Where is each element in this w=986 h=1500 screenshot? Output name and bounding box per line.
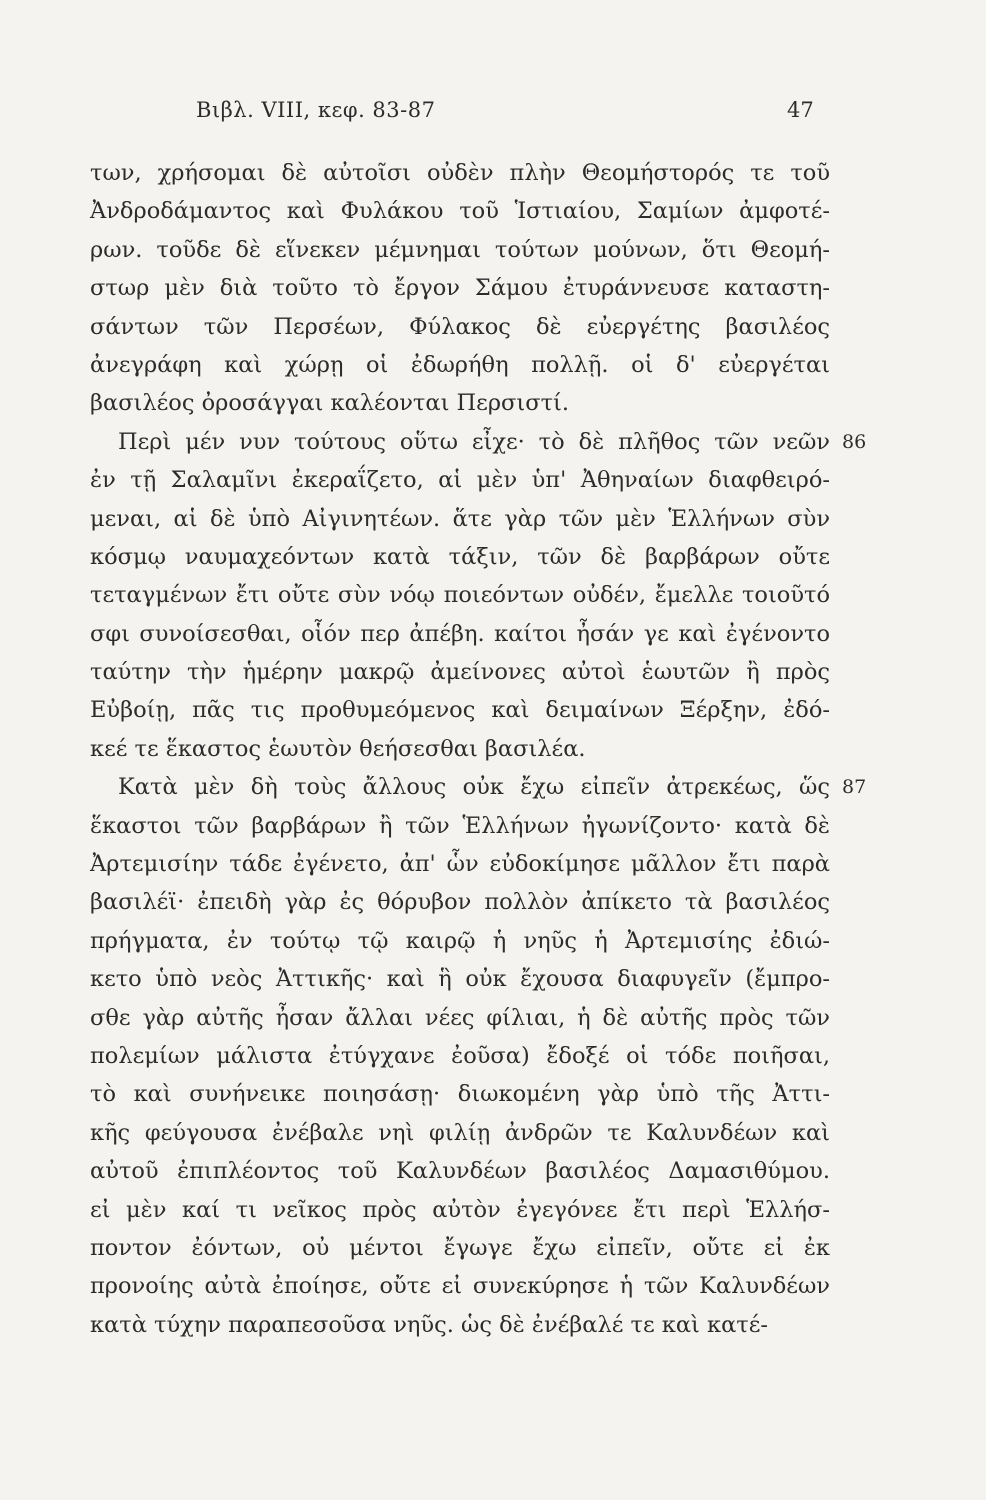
text-line	[90, 691, 830, 729]
text-line	[90, 807, 830, 845]
text-line	[90, 154, 830, 192]
text-line	[90, 1152, 830, 1190]
text-line-content: ἐν τῇ Σαλαμῖνι ἐκεραΐζετο, αἱ μὲν ὑπ' Ἀθηναίων διαφθειρό-	[90, 467, 830, 494]
text-line	[90, 231, 830, 269]
text-line-content: Εὐβοίῃ, πᾶς τις προθυμεόμενος καὶ δειμαίνων Ξέρξην, ἐδό-	[90, 697, 830, 724]
text-line	[90, 615, 830, 653]
text-line	[90, 960, 830, 998]
text-line-content: Ἀνδροδάμαντος καὶ Φυλάκου τοῦ Ἱστιαίου, Σαμίων ἀμφοτέ-	[90, 198, 830, 225]
text-line-content: ποντον ἐόντων, οὐ μέντοι ἔγωγε ἔχω εἰπεῖν, οὔτε εἰ ἐκ	[90, 1234, 830, 1261]
text-line	[90, 1075, 830, 1113]
text-line-content: τὸ καὶ συνήνεικε ποιησάσῃ· διωκομένη γὰρ ὑπὸ τῆς Ἀττι-	[90, 1081, 830, 1108]
text-line	[90, 346, 830, 384]
text-line	[90, 730, 830, 768]
text-line	[90, 192, 830, 230]
text-line-content: πολεμίων μάλιστα ἐτύγχανε ἐοῦσα) ἔδοξέ οἱ τόδε ποιῆσαι,	[90, 1042, 830, 1069]
text-line-content: κετο ὑπὸ νεὸς Ἀττικῆς· καὶ ἣ οὐκ ἔχουσα διαφυγεῖν (ἔμπρο-	[90, 966, 830, 993]
chapter-margin-number: 86	[842, 430, 867, 453]
text-line	[90, 1267, 830, 1305]
text-line	[90, 1229, 830, 1267]
text-line-content: ἕκαστοι τῶν βαρβάρων ἢ τῶν Ἑλλήνων ἠγωνίζοντο· κατὰ δὲ	[90, 812, 830, 839]
text-line	[90, 1114, 830, 1152]
text-line-content: μεναι, αἱ δὲ ὑπὸ Αἰγινητέων. ἅτε γὰρ τῶν μὲν Ἑλλήνων σὺν	[90, 505, 830, 532]
text-line-content: κεέ τε ἕκαστος ἑωυτὸν θεήσεσθαι βασιλέα.	[90, 735, 586, 762]
text-line	[90, 384, 830, 422]
text-line-content: Κατὰ μὲν δὴ τοὺς ἄλλους οὐκ ἔχω εἰπεῖν ἀτρεκέως, ὥς	[118, 774, 830, 801]
text-line	[90, 538, 830, 576]
text-line	[90, 576, 830, 614]
body-text	[90, 154, 867, 1344]
text-line	[90, 308, 830, 346]
text-line-content: σφι συνοίσεσθαι, οἷόν περ ἀπέβη. καίτοι ἦσάν γε καὶ ἐγένοντο	[90, 620, 830, 647]
text-line	[90, 999, 830, 1037]
text-line-content: ταύτην τὴν ἡμέρην μακρῷ ἀμείνονες αὐτοὶ ἑωυτῶν ἢ πρὸς	[90, 659, 830, 686]
text-line	[90, 500, 830, 538]
text-line	[90, 461, 830, 499]
text-line	[90, 768, 867, 806]
text-line-content: κῆς φεύγουσα ἐνέβαλε νηὶ φιλίῃ ἀνδρῶν τε Καλυνδέων καὶ	[90, 1119, 830, 1146]
text-line-content: ἀνεγράφη καὶ χώρῃ οἱ ἐδωρήθη πολλῇ. οἱ δ' εὐεργέται	[90, 351, 830, 378]
text-line-content: σάντων τῶν Περσέων, Φύλακος δὲ εὐεργέτης βασιλέος	[90, 313, 830, 340]
page-number: 47	[787, 98, 814, 122]
text-line-content: αὐτοῦ ἐπιπλέοντος τοῦ Καλυνδέων βασιλέος Δαμασιθύμου.	[90, 1158, 830, 1185]
text-line	[90, 269, 830, 307]
text-line	[90, 845, 830, 883]
text-line-content: πρήγματα, ἐν τούτῳ τῷ καιρῷ ἡ νηῦς ἡ Ἀρτεμισίης ἐδιώ-	[90, 927, 830, 954]
text-line	[90, 1191, 830, 1229]
text-line-content: κατὰ τύχην παραπεσοῦσα νηῦς. ὡς δὲ ἐνέβαλέ τε καὶ κατέ-	[90, 1311, 768, 1338]
text-line	[90, 653, 830, 691]
text-line-content: Ἀρτεμισίην τάδε ἐγένετο, ἀπ' ὧν εὐδοκίμησε μᾶλλον ἔτι παρὰ	[90, 851, 830, 878]
text-line	[90, 1037, 830, 1075]
text-line-content: των, χρήσομαι δὲ αὐτοῖσι οὐδὲν πλὴν Θεομήστορός τε τοῦ	[90, 160, 830, 186]
text-line-content: κόσμῳ ναυμαχεόντων κατὰ τάξιν, τῶν δὲ βαρβάρων οὔτε	[90, 543, 830, 570]
chapter-margin-number: 87	[842, 776, 867, 799]
text-line	[90, 883, 830, 921]
text-line-content: τεταγμένων ἔτι οὔτε σὺν νόῳ ποιεόντων οὐδέν, ἔμελλε τοιοῦτό	[90, 582, 830, 609]
text-line-content: βασιλέος ὀροσάγγαι καλέονται Περσιστί.	[90, 390, 570, 417]
text-line-content: Περὶ μέν νυν τούτους οὕτω εἶχε· τὸ δὲ πλῆθος τῶν νεῶν	[118, 428, 830, 455]
text-line	[90, 1306, 830, 1344]
text-line-content: στωρ μὲν διὰ τοῦτο τὸ ἔργον Σάμου ἐτυράννευσε καταστη-	[90, 275, 830, 302]
text-line	[90, 922, 830, 960]
text-line-content: προνοίης αὐτὰ ἐποίησε, οὔτε εἰ συνεκύρησε ἡ τῶν Καλυνδέων	[90, 1273, 830, 1300]
text-line-content: ρων. τοῦδε δὲ εἵνεκεν μέμνημαι τούτων μούνων, ὅτι Θεομή-	[90, 236, 830, 263]
text-line-content: βασιλέϊ· ἐπειδὴ γὰρ ἐς θόρυβον πολλὸν ἀπίκετο τὰ βασιλέος	[90, 889, 830, 916]
text-line-content: σθε γὰρ αὐτῆς ἦσαν ἄλλαι νέες φίλιαι, ἡ δὲ αὐτῆς πρὸς τῶν	[90, 1004, 830, 1031]
text-line	[90, 423, 867, 461]
running-title: Βιβλ. VIII, κεφ. 83-87	[196, 98, 436, 122]
text-line-content: εἰ μὲν καί τι νεῖκος πρὸς αὐτὸν ἐγεγόνεε ἔτι περὶ Ἑλλήσ-	[90, 1196, 830, 1223]
